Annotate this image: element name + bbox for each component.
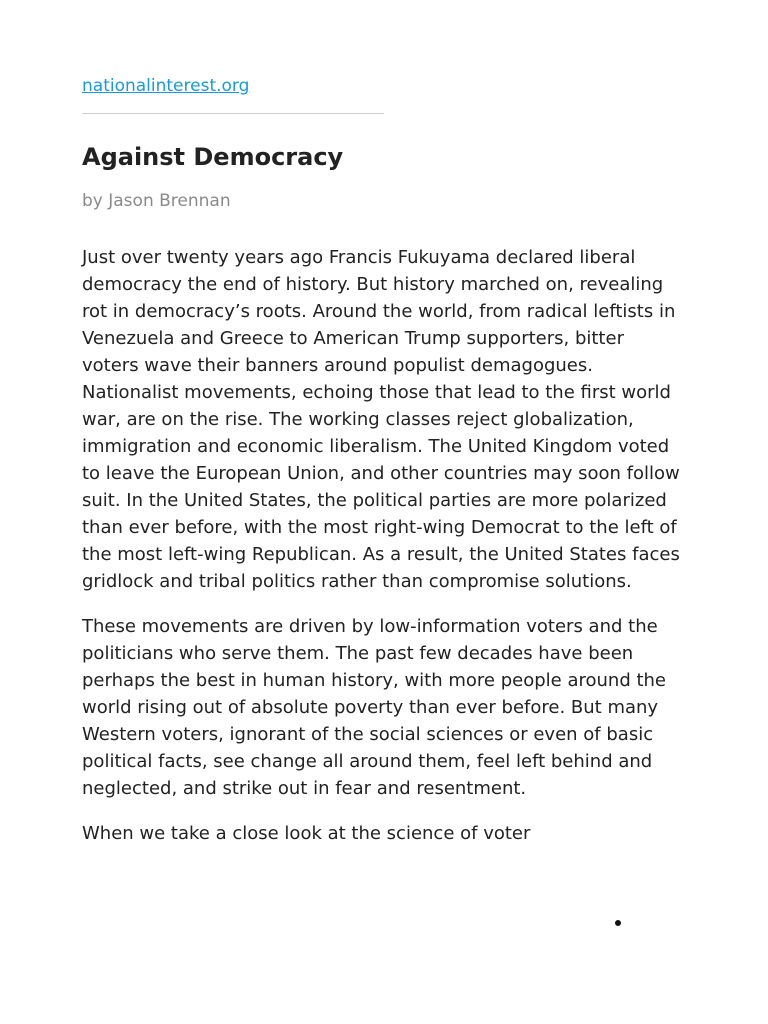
article-title: Against Democracy <box>82 143 344 171</box>
cursor-dot-icon <box>615 920 621 926</box>
article-paragraph: These movements are driven by low-information voters and the politicians who serve them. The past few decades have been perhaps the best in human history, with more people around the world rising out of absolute poverty than ever before. But many Western voters, ignorant of the social sciences or even of basic political facts, see change all around them, feel left behind and neglected, and strike out in fear and resentment. <box>82 616 667 799</box>
article-paragraph: Just over twenty years ago Francis Fukuyama declared liberal democracy the end of history. But history marched on, revealing rot in democracy’s roots. Around the world, from radical leftists in Venezuela and Greece to American Trump supporters, bitter voters wave their banners around populist demagogues. Nationalist movements, echoing those that lead to the first world war, are on the rise. The working classes reject globalization, immigration and economic liberalism. The United Kingdom voted to leave the European Union, and other countries may soon follow suit. In the United States, the political parties are more polarized than ever before, with the most right-wing Democrat to the left of the most left-wing Republican. As a result, the United States faces gridlock and tribal politics rather than compromise solutions. <box>82 247 680 592</box>
article-byline: by Jason Brennan <box>82 191 231 211</box>
source-link[interactable]: nationalinterest.org <box>82 76 250 96</box>
article-body <box>82 244 682 865</box>
divider <box>82 113 384 114</box>
article-paragraph: When we take a close look at the science of voter <box>82 823 531 844</box>
